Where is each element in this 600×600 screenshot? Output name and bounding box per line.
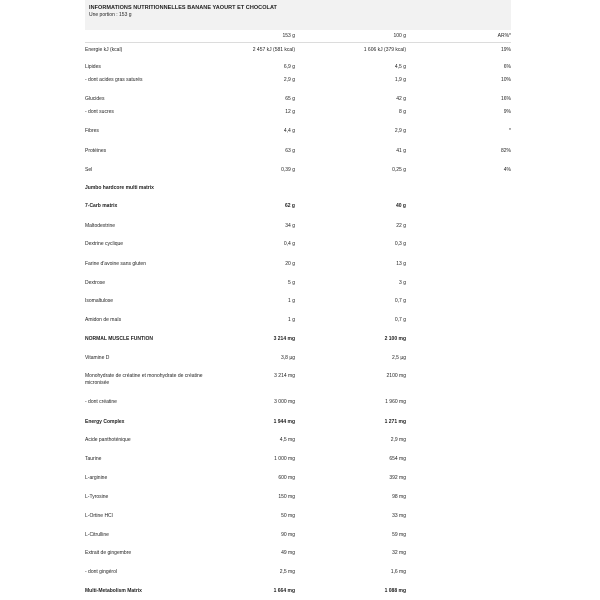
row-value-ar: 9%	[503, 109, 511, 115]
row-label: Monohydrate de créatine et monohydrate de créatine micronisée	[85, 373, 203, 386]
row-value-serving: 150 mg	[278, 494, 295, 500]
row-value-100g: 98 mg	[392, 494, 406, 500]
row-value-serving: 2,9 g	[283, 77, 295, 83]
row-label: Amidon de maïs	[85, 317, 122, 323]
row-value-ar: 82%	[500, 148, 511, 154]
row-value-100g: 8 g	[399, 109, 406, 115]
table-row	[85, 336, 511, 350]
row-value-100g: 392 mg	[389, 475, 406, 481]
row-value-100g: 0,7 g	[394, 298, 406, 304]
table-row	[85, 185, 511, 199]
row-label: Fibres	[85, 128, 99, 134]
nutrition-table	[85, 0, 511, 600]
table-row	[85, 96, 511, 110]
row-label: L-Ortine HCl	[85, 513, 113, 519]
row-label: Isomaltulose	[85, 298, 114, 304]
row-value-serving: 2 457 kJ (581 kcal)	[252, 47, 295, 53]
row-value-100g: 1,9 g	[394, 77, 406, 83]
table-row	[85, 203, 511, 217]
row-label: - dont gingérol	[85, 569, 117, 575]
row-value-100g: 42 g	[396, 96, 406, 102]
row-value-100g: 2100 mg	[386, 373, 406, 379]
row-value-100g: 2 100 mg	[384, 336, 406, 342]
table-row	[85, 280, 511, 294]
table-row	[85, 373, 511, 387]
row-value-100g: 40 g	[395, 203, 406, 209]
table-row	[85, 399, 511, 413]
row-value-ar: *	[509, 128, 511, 134]
row-value-100g: 1 088 mg	[384, 588, 406, 594]
table-header	[85, 0, 511, 30]
row-value-serving: 62 g	[284, 203, 295, 209]
row-value-serving: 0,4 g	[283, 241, 295, 247]
table-row	[85, 475, 511, 489]
table-row	[85, 109, 511, 123]
row-label: - dont acides gras saturés	[85, 77, 143, 83]
row-label: Dextrose	[85, 280, 106, 286]
row-label: - dont sucres	[85, 109, 114, 115]
row-value-100g: 32 mg	[392, 550, 406, 556]
row-value-100g: 1 960 mg	[385, 399, 406, 405]
row-value-100g: 1 271 mg	[384, 419, 406, 425]
table-row	[85, 317, 511, 331]
row-value-serving: 1 944 mg	[273, 419, 295, 425]
column-header-serving: 153 g	[282, 33, 295, 39]
row-label: Jumbo hardcore multi matrix	[85, 185, 154, 191]
table-row	[85, 223, 511, 237]
row-value-serving: 4,4 g	[283, 128, 295, 134]
table-row	[85, 47, 511, 61]
table-row	[85, 241, 511, 255]
table-row	[85, 298, 511, 312]
column-header-ar: AR%*	[497, 33, 511, 39]
row-value-ar: 4%	[503, 167, 511, 173]
row-value-100g: 22 g	[396, 223, 406, 229]
row-label: L-Tyrosine	[85, 494, 109, 500]
row-label: Energie kJ (kcal)	[85, 47, 123, 53]
row-label: Extrait de gingembre	[85, 550, 132, 556]
row-value-100g: 59 mg	[392, 532, 406, 538]
row-value-100g: 1 606 kJ (379 kcal)	[363, 47, 406, 53]
row-value-serving: 5 g	[288, 280, 295, 286]
row-label: Vitamine D	[85, 355, 110, 361]
table-title: INFORMATIONS NUTRITIONNELLES BANANE YAOURT ET CHOCOLAT	[89, 5, 277, 11]
row-value-100g: 41 g	[396, 148, 406, 154]
row-value-serving: 1 g	[288, 298, 295, 304]
table-row	[85, 550, 511, 564]
table-row	[85, 494, 511, 508]
row-value-ar: 6%	[503, 64, 511, 70]
row-value-100g: 2,5 µg	[391, 355, 406, 361]
row-label: L-arginine	[85, 475, 108, 481]
row-label: 7-Carb matrix	[85, 203, 118, 209]
row-value-serving: 3 000 mg	[274, 399, 295, 405]
column-headers	[85, 30, 511, 43]
row-label: NORMAL MUSCLE FUNTION	[85, 336, 153, 342]
row-label: Sel	[85, 167, 93, 173]
row-value-ar: 10%	[500, 77, 511, 83]
row-label: Acide panthoténique	[85, 437, 131, 443]
row-value-100g: 0,25 g	[392, 167, 406, 173]
table-row	[85, 532, 511, 546]
row-value-serving: 12 g	[285, 109, 295, 115]
row-value-serving: 90 mg	[281, 532, 295, 538]
row-value-100g: 3 g	[399, 280, 406, 286]
row-value-100g: 2,9 mg	[390, 437, 406, 443]
row-value-serving: 49 mg	[281, 550, 295, 556]
serving-size: Une portion : 153 g	[89, 12, 132, 18]
row-value-serving: 63 g	[285, 148, 295, 154]
table-row	[85, 167, 511, 181]
row-value-100g: 654 mg	[389, 456, 406, 462]
row-value-serving: 3 214 mg	[274, 373, 295, 379]
row-label: Farine d'avoine sans gluten	[85, 261, 146, 267]
row-label: Taurine	[85, 456, 102, 462]
table-row	[85, 77, 511, 91]
row-value-100g: 0,3 g	[394, 241, 406, 247]
row-value-serving: 0,39 g	[281, 167, 295, 173]
table-row	[85, 588, 511, 600]
table-row	[85, 148, 511, 162]
table-row	[85, 355, 511, 369]
row-value-serving: 2,5 mg	[279, 569, 295, 575]
row-value-serving: 600 mg	[278, 475, 295, 481]
row-value-serving: 50 mg	[281, 513, 295, 519]
row-value-serving: 65 g	[285, 96, 295, 102]
row-value-serving: 4,5 mg	[279, 437, 295, 443]
row-value-serving: 1 664 mg	[273, 588, 295, 594]
row-label: Dextrine cyclique	[85, 241, 124, 247]
row-label: Maltodextrine	[85, 223, 116, 229]
row-value-serving: 3,8 µg	[280, 355, 295, 361]
row-value-serving: 34 g	[285, 223, 295, 229]
row-label: Protéines	[85, 148, 107, 154]
row-value-100g: 13 g	[396, 261, 406, 267]
row-value-serving: 1 g	[288, 317, 295, 323]
table-row	[85, 261, 511, 275]
row-label: - dont créatine	[85, 399, 117, 405]
table-row	[85, 569, 511, 583]
row-value-serving: 1 000 mg	[274, 456, 295, 462]
table-row	[85, 64, 511, 78]
row-label: Glucides	[85, 96, 105, 102]
row-value-ar: 19%	[500, 47, 511, 53]
row-label: L-Citrulline	[85, 532, 109, 538]
row-value-serving: 3 214 mg	[273, 336, 295, 342]
row-value-100g: 0,7 g	[394, 317, 406, 323]
row-value-100g: 1,6 mg	[390, 569, 406, 575]
row-value-100g: 4,5 g	[394, 64, 406, 70]
table-row	[85, 513, 511, 527]
row-label: Energy Complex	[85, 419, 125, 425]
table-row	[85, 456, 511, 470]
table-row	[85, 419, 511, 433]
row-value-serving: 20 g	[285, 261, 295, 267]
table-row	[85, 128, 511, 142]
table-row	[85, 437, 511, 451]
column-header-per-100g: 100 g	[393, 33, 406, 39]
row-label: Lipides	[85, 64, 101, 70]
row-value-serving: 6,9 g	[283, 64, 295, 70]
row-value-100g: 33 mg	[392, 513, 406, 519]
row-label: Multi-Metabolism Matrix	[85, 588, 142, 594]
row-value-100g: 2,9 g	[394, 128, 406, 134]
row-value-ar: 16%	[500, 96, 511, 102]
